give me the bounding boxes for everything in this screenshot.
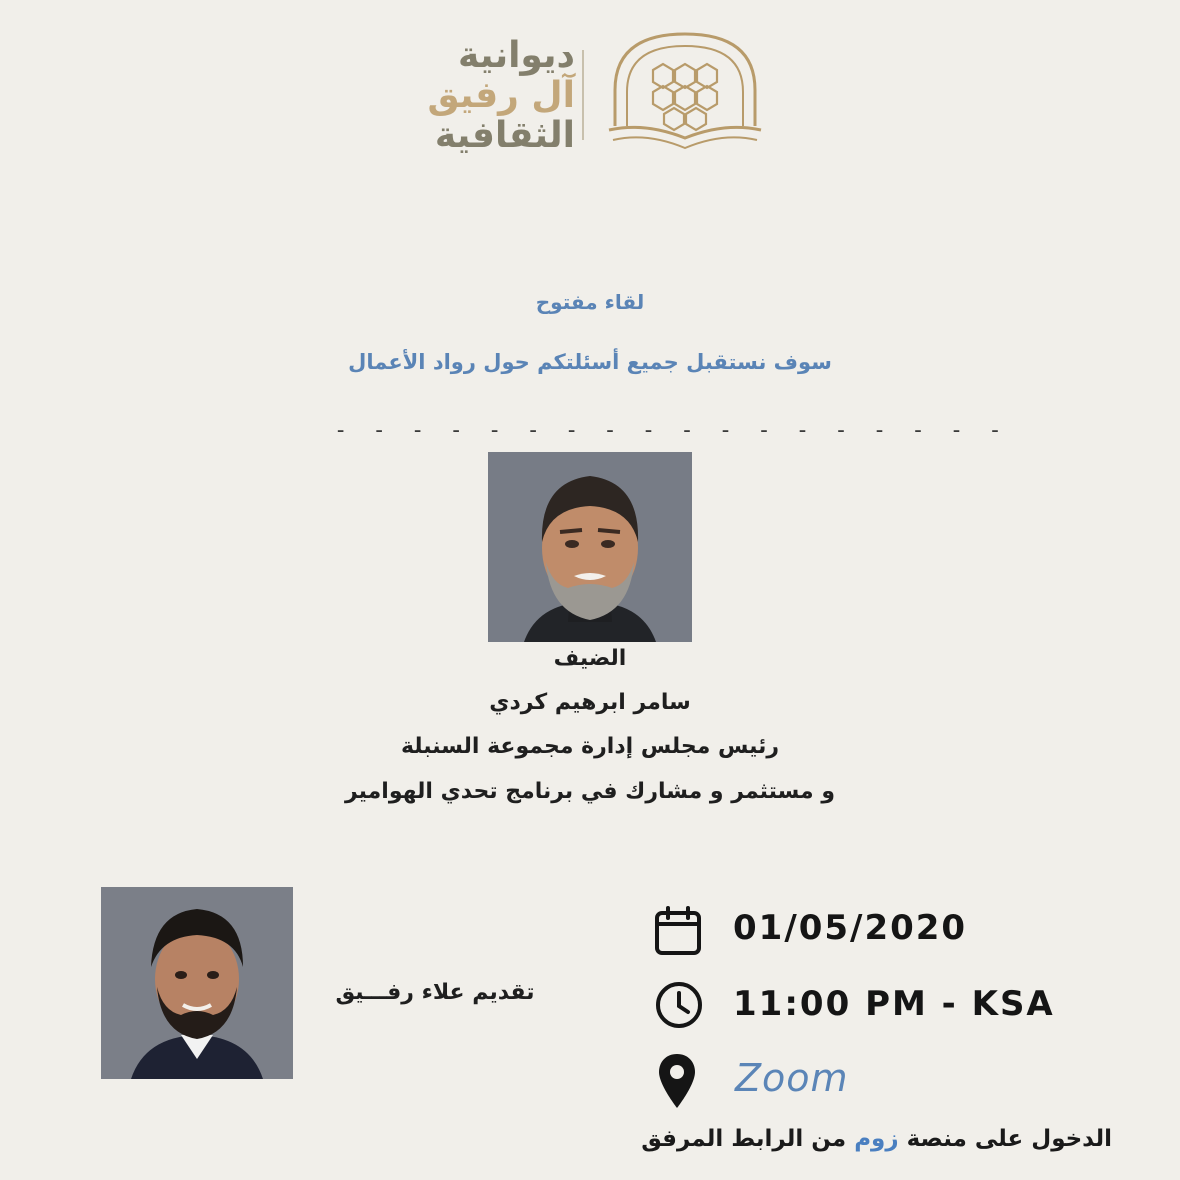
logo-line-2: آل رفيق [427, 75, 575, 116]
footer-highlight: زوم [854, 1126, 899, 1152]
event-time: 11:00 PM - KSA [733, 984, 1055, 1024]
host-portrait [101, 887, 293, 1079]
event-subtitle: سوف نستقبل جميع أسئلتكم حول رواد الأعمال [348, 350, 832, 374]
footer-pre: الدخول على منصة [906, 1126, 1112, 1152]
host-label: تقديم علاء رفـــيق [335, 980, 535, 1005]
guest-role-2: و مستثمر و مشارك في برنامج تحدي الهوامير [344, 779, 835, 804]
dashed-divider: - - - - - - - - - - - - - - - - - - [334, 418, 1008, 443]
guest-role-1: رئيس مجلس إدارة مجموعة السنبلة [400, 734, 780, 759]
guest-label: الضيف [553, 646, 627, 671]
footer-instruction [641, 1126, 1112, 1152]
guest-avatar [488, 452, 692, 642]
guest-portrait [488, 452, 692, 642]
event-title: لقاء مفتوح [535, 290, 645, 314]
footer-post: من الرابط المرفق [641, 1126, 847, 1152]
logo-emblem-icon [605, 30, 765, 152]
guest-name: سامر ابرهيم كردي [489, 690, 691, 715]
location-pin-icon [657, 1052, 697, 1110]
host-avatar [101, 887, 293, 1079]
event-date: 01/05/2020 [733, 908, 968, 948]
clock-icon [654, 980, 704, 1030]
calendar-icon [654, 906, 702, 956]
logo-line-1: ديوانية [458, 35, 575, 76]
logo-line-3: الثقافية [434, 115, 575, 156]
event-platform: Zoom [735, 1056, 849, 1100]
logo-divider [582, 50, 584, 140]
logo-wordmark [345, 35, 575, 156]
